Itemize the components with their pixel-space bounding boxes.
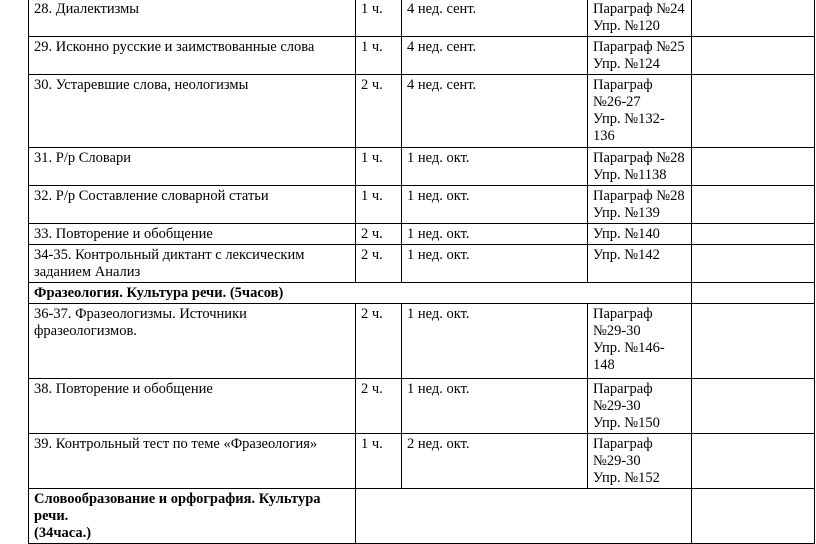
section-row [29, 283, 815, 304]
empty-cell [692, 75, 815, 148]
lesson-homework: Упр. №142 [588, 245, 692, 283]
empty-cell [692, 37, 815, 75]
lesson-homework: Параграф №29-30 Упр. №152 [588, 434, 692, 489]
lesson-hours: 1 ч. [356, 0, 402, 37]
lesson-plan-table [28, 0, 815, 544]
table-row [29, 0, 815, 37]
lesson-hours: 2 ч. [356, 245, 402, 283]
lesson-date: 1 нед. окт. [402, 186, 588, 224]
lesson-title: 30. Устаревшие слова, неологизмы [29, 75, 356, 148]
table-row [29, 75, 815, 148]
lesson-homework: Параграф №28 Упр. №139 [588, 186, 692, 224]
lesson-hours: 2 ч. [356, 379, 402, 434]
lesson-homework: Параграф №29-30 Упр. №150 [588, 379, 692, 434]
lesson-title: 36-37. Фразеологизмы. Источники фразеологизмов. [29, 304, 356, 379]
lesson-date: 1 нед. окт. [402, 379, 588, 434]
lesson-homework: Параграф №25 Упр. №124 [588, 37, 692, 75]
section-row [29, 489, 815, 544]
empty-cell [692, 379, 815, 434]
empty-cell [692, 148, 815, 186]
empty-cell [692, 283, 815, 304]
lesson-homework: Параграф №26-27 Упр. №132- 136 [588, 75, 692, 148]
table-row [29, 186, 815, 224]
empty-cell [692, 0, 815, 37]
table-row [29, 245, 815, 283]
empty-cell [692, 489, 815, 544]
lesson-title: 31. Р/р Словари [29, 148, 356, 186]
lesson-title: 39. Контрольный тест по теме «Фразеология» [29, 434, 356, 489]
lesson-date: 1 нед. окт. [402, 304, 588, 379]
lesson-date: 4 нед. сент. [402, 0, 588, 37]
section-heading: Фразеология. Культура речи. (5часов) [29, 283, 692, 304]
section-heading: Словообразование и орфография. Культура речи. (34часа.) [29, 489, 356, 544]
table-row [29, 148, 815, 186]
lesson-date: 1 нед. окт. [402, 224, 588, 245]
lesson-hours: 2 ч. [356, 75, 402, 148]
empty-cell [356, 489, 692, 544]
table-row [29, 434, 815, 489]
empty-cell [692, 434, 815, 489]
lesson-hours: 2 ч. [356, 224, 402, 245]
lesson-hours: 1 ч. [356, 37, 402, 75]
lesson-title: 34-35. Контрольный диктант с лексическим заданием Анализ [29, 245, 356, 283]
lesson-title: 33. Повторение и обобщение [29, 224, 356, 245]
empty-cell [692, 186, 815, 224]
table-row [29, 37, 815, 75]
lesson-date: 2 нед. окт. [402, 434, 588, 489]
lesson-date: 4 нед. сент. [402, 37, 588, 75]
lesson-date: 4 нед. сент. [402, 75, 588, 148]
table-row [29, 304, 815, 379]
lesson-hours: 2 ч. [356, 304, 402, 379]
table-row [29, 224, 815, 245]
empty-cell [692, 245, 815, 283]
empty-cell [692, 304, 815, 379]
lesson-title: 38. Повторение и обобщение [29, 379, 356, 434]
empty-cell [692, 224, 815, 245]
lesson-homework: Упр. №140 [588, 224, 692, 245]
lesson-title: 28. Диалектизмы [29, 0, 356, 37]
lesson-homework: Параграф №28 Упр. №1138 [588, 148, 692, 186]
lesson-date: 1 нед. окт. [402, 245, 588, 283]
lesson-hours: 1 ч. [356, 148, 402, 186]
lesson-title: 29. Исконно русские и заимствованные слова [29, 37, 356, 75]
lesson-homework: Параграф №24 Упр. №120 [588, 0, 692, 37]
lesson-title: 32. Р/р Составление словарной статьи [29, 186, 356, 224]
lesson-hours: 1 ч. [356, 434, 402, 489]
table-row [29, 379, 815, 434]
lesson-homework: Параграф №29-30 Упр. №146- 148 [588, 304, 692, 379]
lesson-hours: 1 ч. [356, 186, 402, 224]
lesson-date: 1 нед. окт. [402, 148, 588, 186]
